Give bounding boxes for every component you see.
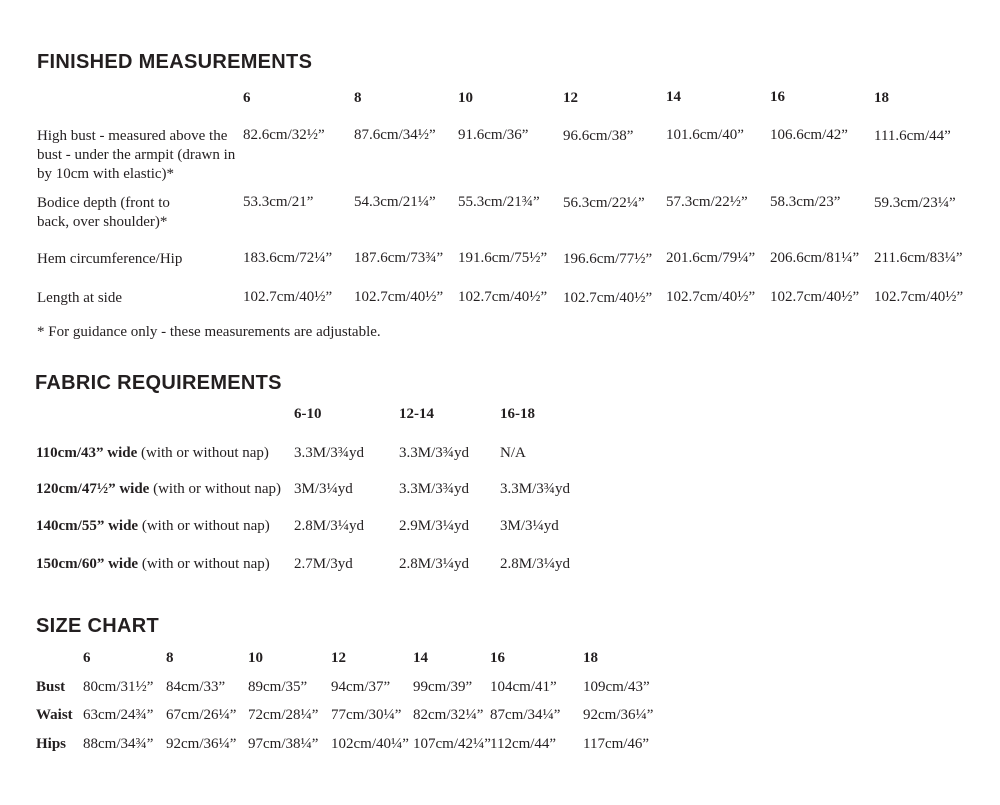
fabric-row-label bbox=[36, 480, 281, 499]
sc-cell: 88cm/34¾” bbox=[83, 736, 154, 752]
size-chart-heading: SIZE CHART bbox=[36, 615, 159, 637]
fabric-size-header: 12-14 bbox=[399, 406, 434, 422]
fm-size-header: 12 bbox=[563, 90, 578, 106]
sc-cell: 84cm/33” bbox=[166, 679, 226, 695]
fm-cell: 201.6cm/79¼” bbox=[666, 250, 756, 266]
sc-row-label: Waist bbox=[36, 707, 73, 723]
fm-cell: 206.6cm/81¼” bbox=[770, 250, 860, 266]
fm-cell: 106.6cm/42” bbox=[770, 127, 848, 143]
fm-cell: 87.6cm/34½” bbox=[354, 127, 436, 143]
fm-row-label: Bodice depth (front to back, over shoulder)* bbox=[37, 195, 170, 230]
fm-size-header: 14 bbox=[666, 89, 681, 105]
fm-size-header: 6 bbox=[243, 90, 251, 106]
fm-cell: 101.6cm/40” bbox=[666, 127, 744, 143]
sc-cell: 112cm/44” bbox=[490, 736, 557, 752]
sc-cell: 107cm/42¼” bbox=[413, 736, 491, 752]
fabric-cell: 3M/3¼yd bbox=[500, 518, 559, 534]
fabric-row-label bbox=[36, 555, 270, 574]
fm-cell: 96.6cm/38” bbox=[563, 128, 634, 144]
sc-cell: 109cm/43” bbox=[583, 679, 650, 695]
fabric-cell: 3.3M/3¾yd bbox=[399, 481, 470, 497]
fabric-width: 150cm/60” wide bbox=[36, 556, 139, 572]
fm-cell: 58.3cm/23” bbox=[770, 194, 841, 210]
sc-size-header: 18 bbox=[583, 650, 598, 666]
fm-cell: 102.7cm/40½” bbox=[770, 289, 860, 305]
fabric-width: 110cm/43” wide bbox=[36, 445, 138, 461]
sc-row-label: Hips bbox=[36, 736, 67, 752]
fabric-cell: N/A bbox=[500, 445, 526, 461]
guidance-note: * For guidance only - these measurements are adjustable. bbox=[37, 324, 381, 340]
sc-size-header: 14 bbox=[413, 650, 428, 666]
sc-cell: 97cm/38¼” bbox=[248, 736, 319, 752]
sc-cell: 99cm/39” bbox=[413, 679, 473, 695]
fm-cell: 111.6cm/44” bbox=[874, 128, 951, 144]
sc-cell: 104cm/41” bbox=[490, 679, 557, 695]
fabric-cell: 2.8M/3¼yd bbox=[294, 518, 365, 534]
fabric-size-header: 6-10 bbox=[294, 406, 322, 422]
sc-cell: 92cm/36¼” bbox=[583, 707, 654, 723]
fm-row-label: Hem circumference/Hip bbox=[37, 251, 183, 267]
fabric-cell: 3.3M/3¾yd bbox=[500, 481, 571, 497]
fm-row-label: Length at side bbox=[37, 290, 122, 306]
fabric-requirements-heading: FABRIC REQUIREMENTS bbox=[35, 372, 282, 394]
fabric-cell: 2.8M/3¼yd bbox=[399, 556, 470, 572]
fabric-cell: 2.8M/3¼yd bbox=[500, 556, 571, 572]
fm-size-header: 8 bbox=[354, 90, 362, 106]
fm-cell: 59.3cm/23¼” bbox=[874, 195, 956, 211]
fm-size-header: 16 bbox=[770, 89, 785, 105]
sc-size-header: 16 bbox=[490, 650, 505, 666]
sc-size-header: 8 bbox=[166, 650, 174, 666]
sc-cell: 89cm/35” bbox=[248, 679, 308, 695]
sc-cell: 72cm/28¼” bbox=[248, 707, 319, 723]
fabric-cell: 2.7M/3yd bbox=[294, 556, 353, 572]
fm-cell: 57.3cm/22½” bbox=[666, 194, 748, 210]
sc-size-header: 12 bbox=[331, 650, 346, 666]
sc-cell: 67cm/26¼” bbox=[166, 707, 237, 723]
fabric-width: 140cm/55” wide bbox=[36, 518, 139, 534]
fabric-row-label bbox=[36, 444, 269, 463]
fm-cell: 55.3cm/21¾” bbox=[458, 194, 540, 210]
sc-cell: 82cm/32¼” bbox=[413, 707, 484, 723]
fabric-width: 120cm/47½” wide bbox=[36, 481, 150, 497]
sc-cell: 117cm/46” bbox=[583, 736, 650, 752]
fabric-cell: 2.9M/3¼yd bbox=[399, 518, 470, 534]
sc-cell: 63cm/24¾” bbox=[83, 707, 154, 723]
fabric-row-label bbox=[36, 517, 270, 536]
fabric-cell: 3.3M/3¾yd bbox=[399, 445, 470, 461]
fm-cell: 102.7cm/40½” bbox=[563, 290, 653, 306]
fabric-cell: 3M/3¼yd bbox=[294, 481, 353, 497]
fm-size-header: 18 bbox=[874, 90, 889, 106]
fm-cell: 53.3cm/21” bbox=[243, 194, 314, 210]
fabric-cell: 3.3M/3¾yd bbox=[294, 445, 365, 461]
fm-size-header: 10 bbox=[458, 90, 473, 106]
sc-cell: 77cm/30¼” bbox=[331, 707, 402, 723]
fm-cell: 102.7cm/40½” bbox=[874, 289, 964, 305]
fm-cell: 54.3cm/21¼” bbox=[354, 194, 436, 210]
fabric-nap-note: (with or without nap) bbox=[149, 481, 281, 497]
fm-cell: 102.7cm/40½” bbox=[458, 289, 548, 305]
fabric-nap-note: (with or without nap) bbox=[138, 556, 270, 572]
fabric-nap-note: (with or without nap) bbox=[138, 518, 270, 534]
fm-cell: 56.3cm/22¼” bbox=[563, 195, 645, 211]
fm-cell: 187.6cm/73¾” bbox=[354, 250, 444, 266]
fm-cell: 82.6cm/32½” bbox=[243, 127, 325, 143]
fm-cell: 102.7cm/40½” bbox=[243, 289, 333, 305]
fm-cell: 102.7cm/40½” bbox=[354, 289, 444, 305]
fm-row-label: High bust - measured above the bust - under the armpit (drawn in by 10cm with elastic)* bbox=[37, 128, 236, 182]
sc-cell: 102cm/40¼” bbox=[331, 736, 409, 752]
sc-cell: 94cm/37” bbox=[331, 679, 391, 695]
sc-cell: 87cm/34¼” bbox=[490, 707, 561, 723]
sc-cell: 92cm/36¼” bbox=[166, 736, 237, 752]
fm-cell: 196.6cm/77½” bbox=[563, 251, 653, 267]
sc-cell: 80cm/31½” bbox=[83, 679, 154, 695]
finished-measurements-heading: FINISHED MEASUREMENTS bbox=[37, 51, 313, 73]
fm-cell: 183.6cm/72¼” bbox=[243, 250, 333, 266]
fm-cell: 91.6cm/36” bbox=[458, 127, 529, 143]
fm-cell: 102.7cm/40½” bbox=[666, 289, 756, 305]
sc-size-header: 10 bbox=[248, 650, 263, 666]
fabric-size-header: 16-18 bbox=[500, 406, 535, 422]
sc-size-header: 6 bbox=[83, 650, 91, 666]
sc-row-label: Bust bbox=[36, 679, 66, 695]
fabric-nap-note: (with or without nap) bbox=[137, 445, 269, 461]
fm-cell: 211.6cm/83¼” bbox=[874, 250, 963, 266]
fm-cell: 191.6cm/75½” bbox=[458, 250, 548, 266]
